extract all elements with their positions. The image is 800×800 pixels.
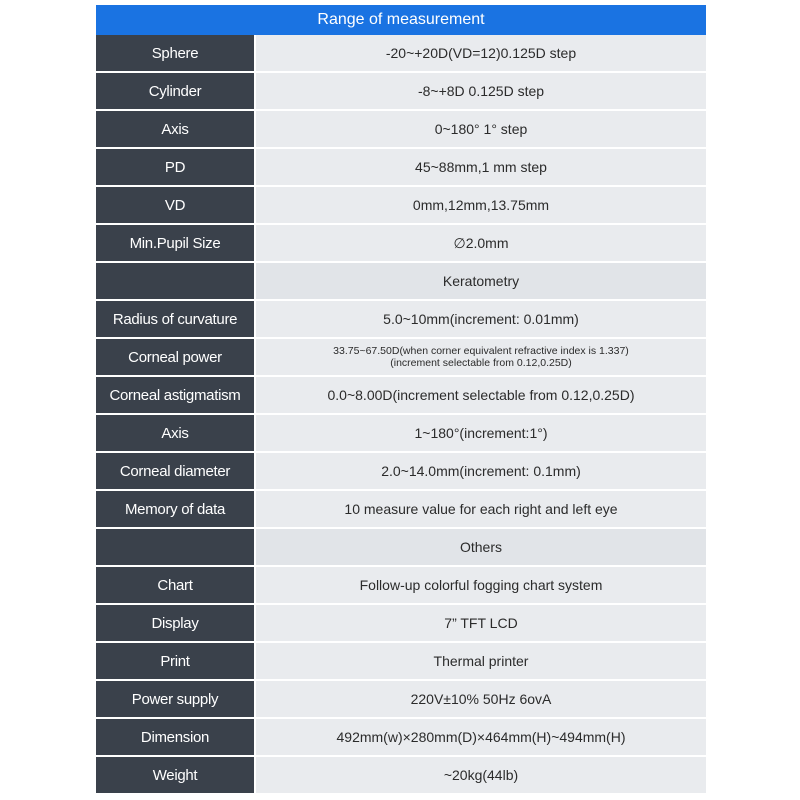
- row-label: Radius of curvature: [96, 301, 256, 337]
- row-value: 492mm(w)×280mm(D)×464mm(H)~494mm(H): [256, 719, 706, 755]
- row-label: Chart: [96, 567, 256, 603]
- row-value: 1~180°(increment:1°): [256, 415, 706, 451]
- row-label: Axis: [96, 111, 256, 147]
- row-value: ~20kg(44lb): [256, 757, 706, 793]
- row-label: [96, 529, 256, 565]
- table-row: [96, 491, 706, 529]
- table-row: [96, 415, 706, 453]
- row-value: Follow-up colorful fogging chart system: [256, 567, 706, 603]
- table-title: Range of measurement: [96, 5, 706, 35]
- row-label: Display: [96, 605, 256, 641]
- table-row: [96, 339, 706, 377]
- table-row: [96, 681, 706, 719]
- row-label: VD: [96, 187, 256, 223]
- row-value: [256, 339, 706, 375]
- row-value: 45~88mm,1 mm step: [256, 149, 706, 185]
- row-value: Thermal printer: [256, 643, 706, 679]
- table-row: [96, 111, 706, 149]
- row-value: 0.0~8.00D(increment selectable from 0.12,0.25D): [256, 377, 706, 413]
- row-label: PD: [96, 149, 256, 185]
- row-value: -8~+8D 0.125D step: [256, 73, 706, 109]
- section-heading: Keratometry: [256, 263, 706, 299]
- row-label: Axis: [96, 415, 256, 451]
- table-row: [96, 377, 706, 415]
- table-row: [96, 757, 706, 795]
- section-row-keratometry: [96, 263, 706, 301]
- row-label: Print: [96, 643, 256, 679]
- table-row: [96, 225, 706, 263]
- table-row: [96, 73, 706, 111]
- section-heading: Others: [256, 529, 706, 565]
- row-value: 7” TFT LCD: [256, 605, 706, 641]
- row-value: 0~180° 1° step: [256, 111, 706, 147]
- row-label: Dimension: [96, 719, 256, 755]
- row-label: Weight: [96, 757, 256, 793]
- row-label: Cylinder: [96, 73, 256, 109]
- row-value: 0mm,12mm,13.75mm: [256, 187, 706, 223]
- row-value: ∅2.0mm: [256, 225, 706, 261]
- row-value: 2.0~14.0mm(increment: 0.1mm): [256, 453, 706, 489]
- table-row: [96, 719, 706, 757]
- spec-table: [96, 5, 706, 795]
- row-label: Sphere: [96, 35, 256, 71]
- table-row: [96, 301, 706, 339]
- row-label: Power supply: [96, 681, 256, 717]
- row-label: Min.Pupil Size: [96, 225, 256, 261]
- table-row: [96, 35, 706, 73]
- row-value: 10 measure value for each right and left eye: [256, 491, 706, 527]
- table-row: [96, 605, 706, 643]
- row-value-line: (increment selectable from 0.12,0.25D): [390, 357, 572, 369]
- table-row: [96, 567, 706, 605]
- table-row: [96, 453, 706, 491]
- row-label: [96, 263, 256, 299]
- row-label: Memory of data: [96, 491, 256, 527]
- table-row: [96, 149, 706, 187]
- row-value: -20~+20D(VD=12)0.125D step: [256, 35, 706, 71]
- row-label: Corneal power: [96, 339, 256, 375]
- table-row: [96, 187, 706, 225]
- row-value: 220V±10% 50Hz 6ovA: [256, 681, 706, 717]
- row-label: Corneal diameter: [96, 453, 256, 489]
- table-row: [96, 643, 706, 681]
- row-value-line: 33.75~67.50D(when corner equivalent refractive index is 1.337): [333, 344, 629, 357]
- row-label: Corneal astigmatism: [96, 377, 256, 413]
- spec-rows: [96, 35, 706, 795]
- section-row-others: [96, 529, 706, 567]
- row-value: 5.0~10mm(increment: 0.01mm): [256, 301, 706, 337]
